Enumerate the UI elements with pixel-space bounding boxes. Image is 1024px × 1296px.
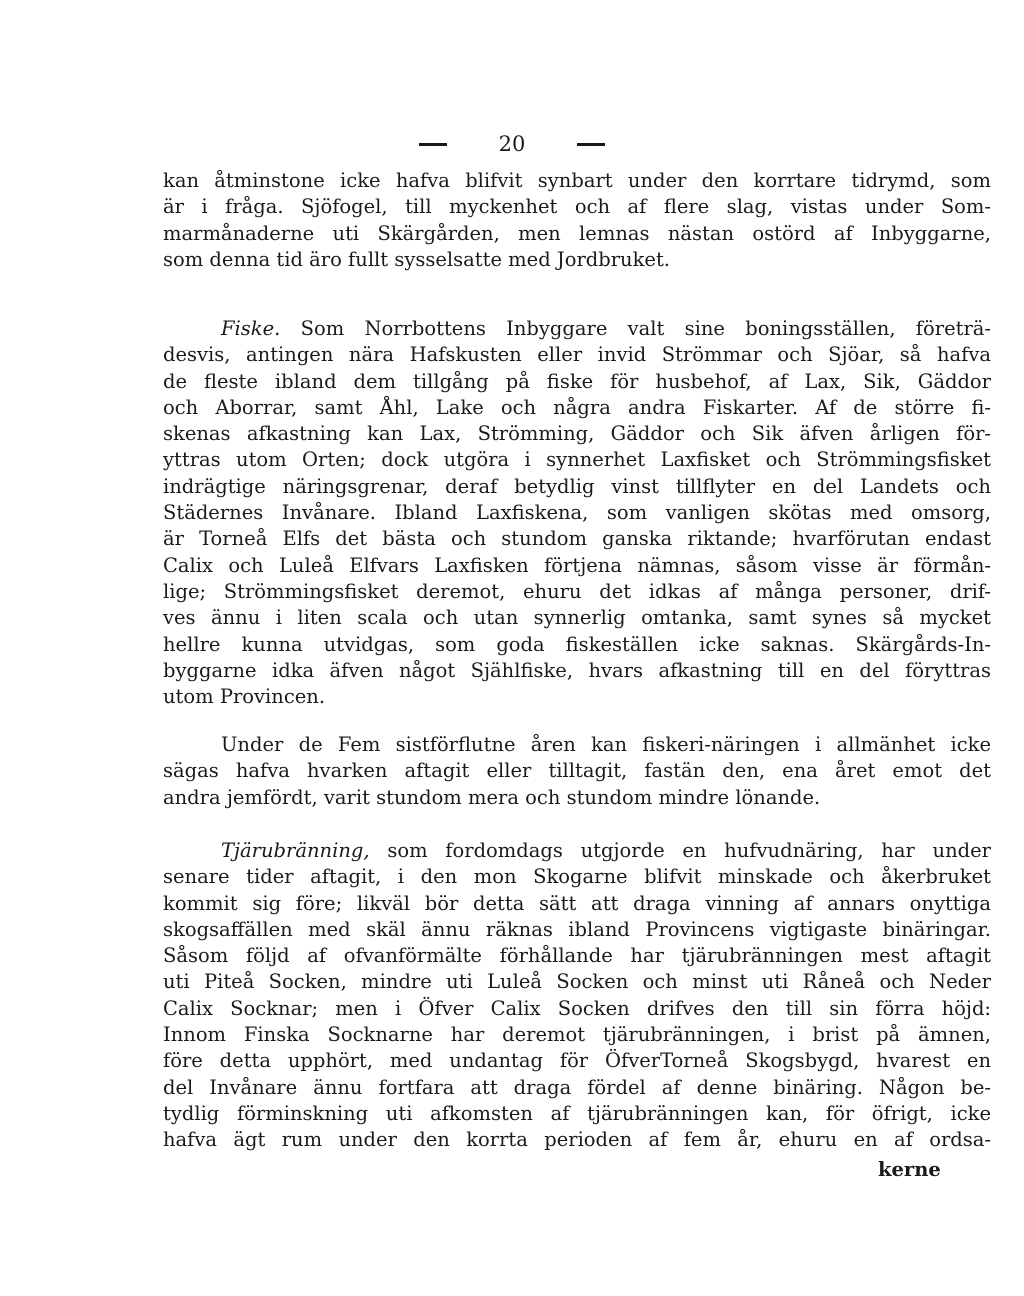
text-line: uti Piteå Socken, mindre uti Luleå Socken och minst uti Råneå och Neder [163, 970, 991, 994]
text-line: byggarne idka äfven något Sjählfiske, hvars afkastning till en del föryttras [163, 658, 991, 682]
text-line: senare tider aftagit, i den mon Skogarne blifvit minskade och åkerbruket [163, 865, 991, 889]
text-line: Calix Socknar; men i Öfver Calix Socken drifves den till sin förra höjd: [163, 996, 991, 1020]
text-line: kan åtminstone icke hafva blifvit synbart under den korrtare tidrymd, som [163, 169, 991, 192]
text-line: del Invånare ännu fortfara att draga fördel af denne binäring. Någon be- [163, 1075, 991, 1099]
text-line: tydlig förminskning uti afkomsten af tjärubränningen kan, för öfrigt, icke [163, 1101, 991, 1125]
header-dash-left [419, 143, 447, 146]
page-header [0, 132, 1024, 156]
text-line: de fleste ibland dem tillgång på fiske för husbehof, af Lax, Sik, Gäddor [163, 369, 991, 393]
text-line: desvis, antingen nära Hafskusten eller invid Strömmar och Sjöar, så hafva [163, 343, 991, 367]
text-line: är Torneå Elfs det bästa och stundom ganska riktande; hvarförutan endast [163, 527, 991, 551]
text-line: Städernes Invånare. Ibland Laxfiskena, som vanligen skötas med omsorg, [163, 501, 991, 525]
text-line: ves ännu i liten scala och utan synnerlig omtanka, samt synes så mycket [163, 606, 991, 630]
text-line: skogsaffällen med skäl ännu räknas ibland Provincens vigtigaste binäringar. [163, 917, 991, 941]
text-line: yttras utom Orten; dock utgöra i synnerhet Laxfisket och Strömmingsfisket [163, 448, 991, 472]
text-line: Såsom följd af ofvanförmälte förhållande har tjärubränningen mest aftagit [163, 944, 991, 968]
text-line: sägas hafva hvarken aftagit eller tilltagit, fastän den, ena året emot det [163, 759, 991, 783]
text-line: Innom Finska Socknarne har deremot tjärubränningen, i brist på ämnen, [163, 1023, 991, 1047]
text-line: hellre kunna utvidgas, som goda fiskeställen icke saknas. Skärgårds-In- [163, 632, 991, 656]
text-line: före detta upphört, med undantag för ÖfverTorneå Skogsbygd, hvarest en [163, 1049, 991, 1073]
text-line: som fordomdags utgjorde en hufvudnäring, har under [387, 839, 991, 862]
text-line: lige; Strömmingsfisket deremot, ehuru det idkas af många personer, drif- [163, 579, 991, 603]
header-dash-right [577, 143, 605, 146]
text-line: kommit sig före; likväl bör detta sätt att draga vinning af annars onyttiga [163, 891, 991, 915]
text-line: hafva ägt rum under den korrta perioden af fem år, ehuru en af ordsa- [163, 1128, 991, 1152]
section-heading-fiske: Fiske. [221, 317, 281, 340]
text-line: marmånaderne uti Skärgården, men lemnas nästan ostörd af Inbyggarne, [163, 221, 991, 245]
text-line: som denna tid äro fullt sysselsatte med Jordbruket. [163, 247, 671, 271]
text-line: och Aborrar, samt Åhl, Lake och några andra Fiskarter. Af de större fi- [163, 395, 991, 419]
text-line: Under de Fem sistförflutne åren kan fiskeri-näringen i allmänhet icke [221, 733, 991, 756]
text-line: Calix och Luleå Elfvars Laxfisken förtjena nämnas, såsom visse är förmån- [163, 553, 991, 577]
paragraph-fiske [163, 316, 991, 710]
text-line: andra jemfördt, varit stundom mera och stundom mindre lönande. [163, 785, 821, 809]
paragraph-1 [163, 168, 991, 273]
text-line-with-heading [163, 838, 991, 864]
text-line: indrägtige näringsgrenar, deraf betydlig vinst tillflyter en del Landets och [163, 474, 991, 498]
paragraph-3 [163, 732, 991, 811]
text-line: skenas afkastning kan Lax, Strömming, Gäddor och Sik äfven årligen för- [163, 422, 991, 446]
text-line-with-heading [163, 316, 991, 342]
catchword: kerne [878, 1158, 941, 1181]
paragraph-tjarubranning [163, 838, 991, 1154]
section-heading-tjarubranning: Tjärubränning, [221, 839, 370, 862]
text-line: Som Norrbottens Inbyggare valt sine boningsställen, företrä- [300, 317, 991, 340]
page-number: 20 [498, 132, 526, 156]
text-line: utom Provincen. [163, 685, 326, 709]
text-line: är i fråga. Sjöfogel, till myckenhet och af flere slag, vistas under Som- [163, 195, 991, 219]
